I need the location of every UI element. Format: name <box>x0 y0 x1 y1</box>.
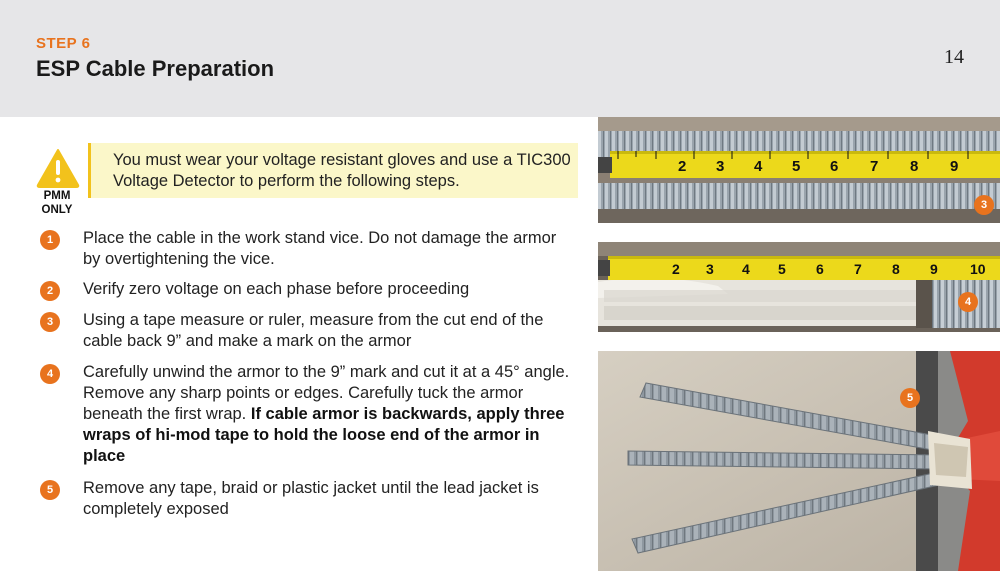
tape-number: 3 <box>706 261 714 277</box>
photo-measure-tape <box>598 117 1000 223</box>
tape-number: 4 <box>754 158 763 175</box>
tape-number: 2 <box>678 158 687 175</box>
pmm-tag-line2: ONLY <box>41 204 73 216</box>
step-number-badge: 5 <box>40 480 60 500</box>
step-text: Using a tape measure or ruler, measure from the cut end of the cable back 9” and make a mark on the armor <box>83 311 544 350</box>
tape-number: 6 <box>816 261 824 277</box>
step-text <box>83 362 573 467</box>
step-number-badge: 2 <box>40 281 60 301</box>
page-number: 14 <box>944 46 964 68</box>
step-text: Verify zero voltage on each phase before proceeding <box>83 280 470 298</box>
warning-triangle-icon <box>36 148 80 188</box>
warning-callout <box>88 143 578 198</box>
header-band <box>0 0 1000 117</box>
tape-number: 3 <box>716 158 725 175</box>
tape-number: 7 <box>870 158 879 175</box>
step-label: STEP 6 <box>36 35 91 52</box>
step-text-regular: Carefully unwind the armor to the 9” mark and cut it at a 45° angle. Remove any sharp points or edges. Carefully tuck the armor beneath the first wrap. <box>83 363 570 423</box>
step-text: Place the cable in the work stand vice. Do not damage the armor by overtightening the vice. <box>83 229 557 268</box>
tape-number: 8 <box>910 158 919 175</box>
tape-number: 6 <box>830 158 839 175</box>
photo-number-badge: 3 <box>974 195 994 215</box>
photo-number-badge: 4 <box>958 292 978 312</box>
tape-number: 10 <box>970 261 986 277</box>
tape-number: 9 <box>930 261 938 277</box>
tape-number: 4 <box>742 261 750 277</box>
step-number-badge: 1 <box>40 230 60 250</box>
pmm-only-tag <box>30 189 84 217</box>
tape-number: 2 <box>672 261 680 277</box>
tape-number: 5 <box>778 261 786 277</box>
step-number-badge: 3 <box>40 312 60 332</box>
photo-armor-unwound <box>598 242 1000 332</box>
photo-number-badge: 5 <box>900 388 920 408</box>
page-title: ESP Cable Preparation <box>36 56 275 81</box>
photo-conductors-exposed <box>598 351 1000 571</box>
tape-number: 7 <box>854 261 862 277</box>
tape-number: 9 <box>950 158 959 175</box>
pmm-tag-line1: PMM <box>43 190 71 202</box>
tape-number: 5 <box>792 158 801 175</box>
tape-number: 8 <box>892 261 900 277</box>
warning-text: You must wear your voltage resistant gloves and use a TIC300 Voltage Detector to perform the following steps. <box>113 151 571 190</box>
step-text-bold: If cable armor is backwards, apply three wraps of hi-mod tape to hold the loose end of the armor in place <box>83 405 565 465</box>
step-text: Remove any tape, braid or plastic jacket until the lead jacket is completely exposed <box>83 479 539 518</box>
step-number-badge: 4 <box>40 364 60 384</box>
